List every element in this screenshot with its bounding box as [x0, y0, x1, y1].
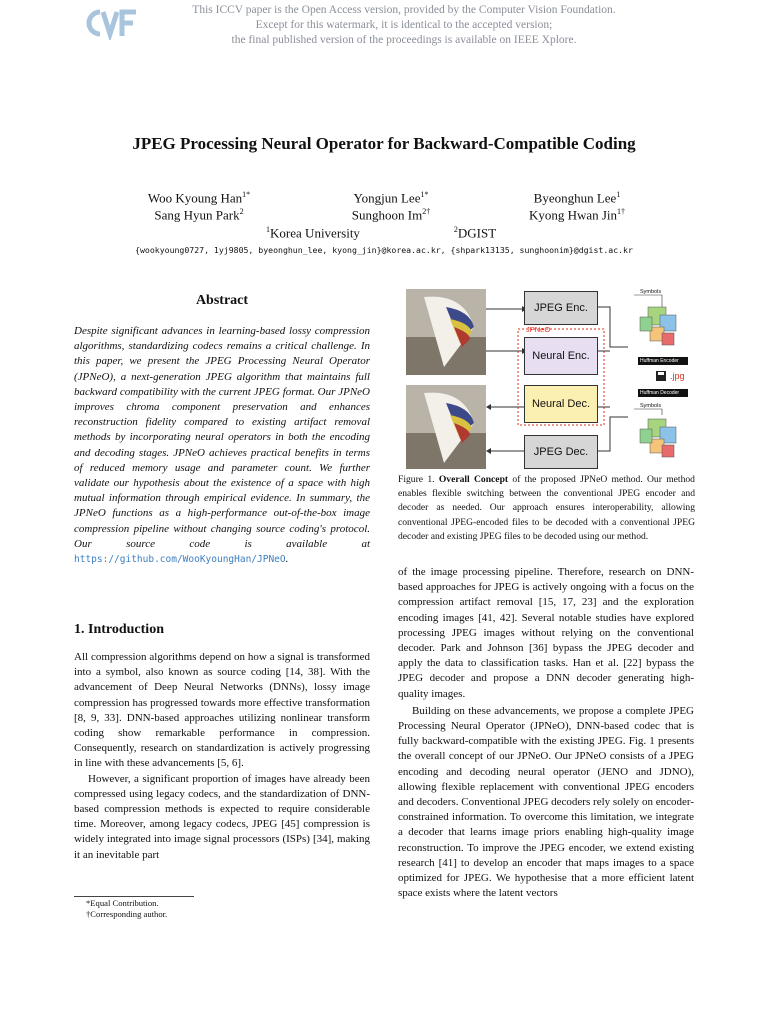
watermark-line: This ICCV paper is the Open Access version, provided by the Computer Vision Foundation.	[192, 4, 616, 16]
paper-title: JPEG Processing Neural Operator for Backward-Compatible Coding	[132, 134, 636, 153]
jpeg-decoder-box: JPEG Dec.	[524, 435, 598, 469]
abstract-text: Despite significant advances in learning-based lossy compression algorithms, standardizing codecs remains a critical challenge. In this paper, we present the JPEG Processing Neural Operator (JPNeO), a next-generation JPEG algorithm that maintains full backward compatibility with the current JPEG format. Our JPNeO improves chroma component preservation and enhances reconstruction fidelity compared to existing artifact removal methods by incorporating neural operators in both the encoding and decoding stages. JPNeO achieves practical benefits in terms of reduced memory usage and parameter count. We further validate our hypothesis about the existence of a space with high mutual information through empirical evidence. In summary, the JPNeO functions as a high-performance out-of-the-box image compression pipeline without changing source coding's protocol. Our source code is available at	[74, 325, 370, 550]
huffman-decoder-label: Huffman Decoder	[640, 390, 680, 396]
footnote: †Corresponding author.	[86, 909, 168, 919]
watermark-notice	[188, 3, 620, 48]
watermark-line: Except for this watermark, it is identical to the accepted version;	[255, 19, 553, 31]
symbols-label: Symbols	[640, 403, 662, 409]
introduction-body	[74, 650, 370, 863]
figure-1-caption: Figure 1. Overall Concept of the proposed JPNeO method. Our method enables flexible switching between the conventional JPEG encoder and decoder as needed. Our approach ensures interoperability, allowing conventional JPEG-encoded files to be decoded with a conventional JPEG decoder and existing JPEG files to be decoded using our method.	[398, 474, 695, 542]
affiliation: $^1$Korea University	[266, 225, 360, 241]
jpg-file-label: .jpg	[670, 371, 685, 381]
right-column-body	[398, 565, 694, 901]
paragraph: However, a significant proportion of images have already been compressed using legacy codecs, and the standardization of DNN-based compression methods is expected to require considerable time. Moreover, among legacy codecs, JPEG [45] compression is widely integrated into image signal processors (ISPs) [34], making it an inevitable part	[74, 772, 370, 861]
input-photo	[406, 289, 486, 375]
jpeg-encoder-box: JPEG Enc.	[524, 291, 598, 325]
author: Yongjun Lee$^{1*}$	[353, 190, 429, 206]
affiliation: $^2$DGIST	[453, 225, 497, 241]
footnote: *Equal Contribution.	[86, 898, 159, 908]
huffman-encoder-label: Huffman Encoder	[640, 358, 679, 364]
author: Sunghoon $Im^{2\dagger}$	[351, 207, 431, 223]
author: Woo Kyoung Han$^{1*}$	[147, 190, 251, 206]
jpneo-label: JPNeO	[526, 325, 551, 334]
paragraph: All compression algorithms depend on how a signal is transformed into a symbol, also known as source coding [14, 38]. With the advancement of Deep Neural Networks (DNNs), lossy image compression has progressed towards more effective transformation [8, 9, 33]. DNN-based approaches utilizing nonlinear transform coding show remarkable performance in compression. Consequently, research on standardization is actively progressing in line with these advancements [5, 6].	[74, 651, 370, 770]
symbol-cubes	[640, 419, 676, 457]
author: Byeonghun Lee$^1$	[533, 190, 621, 206]
neural-decoder-box: Neural Dec.	[524, 385, 598, 423]
symbols-label: Symbols	[640, 289, 662, 295]
author-emails: {wookyoung0727, 1yj9805, byeonghun_lee, kyong_jin}@korea.ac.kr, {shpark13135, sunghoonim}@dgist.ac.kr	[135, 245, 633, 255]
source-code-link[interactable]: https://github.com/WooKyoungHan/JPNeO	[74, 554, 286, 566]
abstract-heading: Abstract	[195, 293, 249, 308]
author: Kyong Hwan Jin$^{1\dagger}$	[528, 207, 626, 223]
cvf-logo	[84, 6, 140, 40]
author: Sang Hyun Park$^2$	[154, 207, 244, 223]
abstract-body: Despite significant advances in learning-based lossy compression algorithms, standardizing codecs remains a critical challenge. In this paper, we present the JPEG Processing Neural Operator (JPNeO), a next-generation JPEG algorithm that maintains full backward compatibility with the current JPEG format. Our JPNeO improves chroma component preservation and enhances reconstruction fidelity compared to existing artifact removal methods by incorporating neural operators in both the encoding and decoding stages. JPNeO achieves practical benefits in terms of reduced memory usage and parameter count. We further validate our hypothesis about the existence of a space with high mutual information through empirical evidence. In summary, the JPNeO functions as a high-performance out-of-the-box image compression pipeline without changing source coding's protocol. Our source code is available at https://github.com/WooKyoungHan/JPNeO.	[74, 325, 370, 566]
paragraph: of the image processing pipeline. Therefore, research on DNN-based approaches for JPEG is actively ongoing with a focus on the compression artifact removal [15, 17, 23] and the exploration encoding images [41, 42]. Several notable studies have explored processing JPEG images without relying on the conventional decoder. Park and Johnson [36] bypass the JPEG decoder and apply the data to classification tasks. Han et al. [22] bypass the JPEG decoder and propose a DNN decoder generating high-quality images.	[398, 566, 694, 700]
symbol-cubes	[640, 307, 676, 345]
neural-encoder-box: Neural Enc.	[524, 337, 598, 375]
paragraph: Building on these advancements, we propose a complete JPEG Processing Neural Operator (JPNeO), DNN-based codec that is fully backward-compatible with the existing JPEG. Fig. 1 presents the overall concept of our JPNeO. Our JPNeO consists of a JPEG encoding and decoding neural operator (JENO and JDNO), allowing flexible replacement with conventional JPEG encoders and decoders. Conventional JPEG decoders rely solely on encoder-constrained information. To overcome this limitation, we integrate a decoder that learns image priors enabling high-quality image reconstruction. To improve the JPEG encoder, we extend existing research [41] to develop an encoder that maps images to a space optimized for JPEG. We hypothesise that a more efficient latent space exists where the latent vectors	[398, 704, 694, 900]
watermark-line: the final published version of the proceedings is available on IEEE Xplore.	[231, 34, 577, 46]
footnote-rule	[74, 896, 194, 897]
figure-1-diagram	[404, 287, 696, 471]
output-photo	[406, 385, 486, 469]
section-heading: 1. Introduction	[74, 622, 164, 637]
